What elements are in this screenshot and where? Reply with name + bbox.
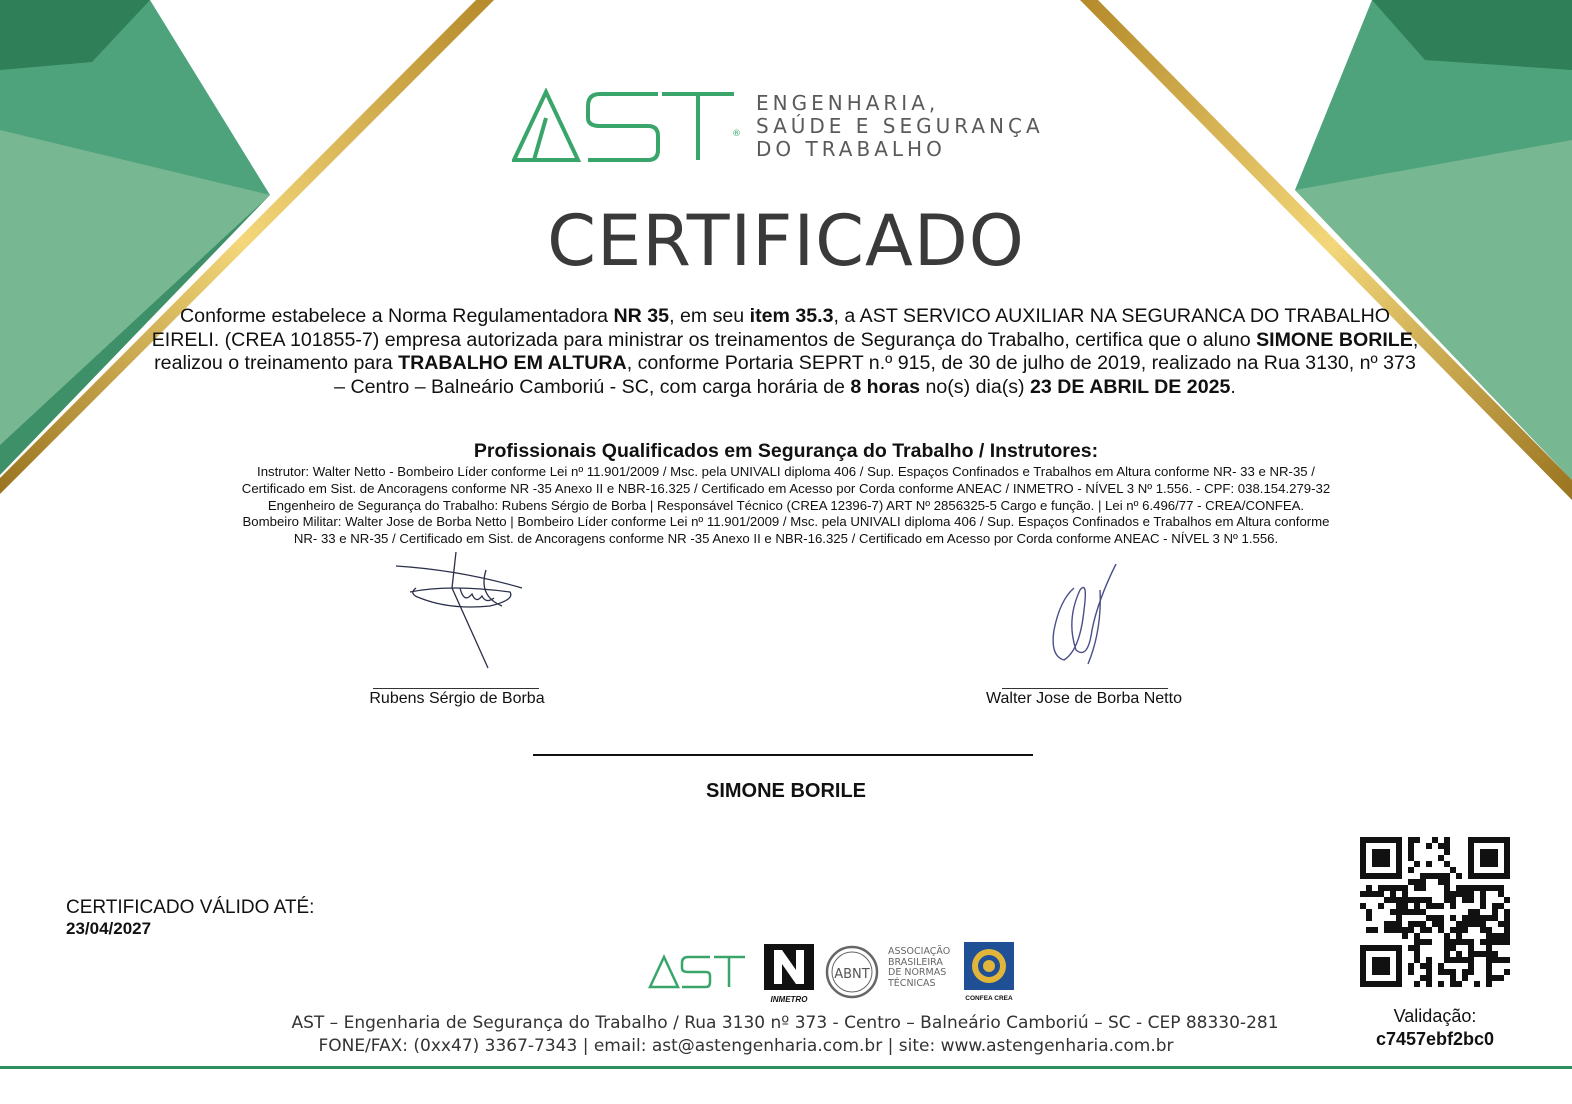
validation-label: Validação: <box>1393 1006 1477 1026</box>
ast-logo-mark <box>512 88 742 168</box>
signature-left <box>390 548 530 673</box>
confea-label: CONFEA CREA <box>965 995 1013 1002</box>
validation-code: c7457ebf2bc0 <box>1375 1029 1495 1049</box>
tagline-line-2: SAÚDE E SEGURANÇA <box>756 114 1044 138</box>
abnt-line: DE NORMAS <box>888 967 947 978</box>
tagline-line-3: DO TRABALHO <box>756 137 946 161</box>
body-text-1: Conforme estabelece a Norma Regulamentadora <box>180 305 614 327</box>
body-date: 23 DE ABRIL DE 2025 <box>1030 375 1231 398</box>
signature-left-line <box>373 688 539 689</box>
professionals-line: Bombeiro Militar: Walter Jose de Borba Netto | Bombeiro Líder conforme Lei nº 11.901/2009 / Msc. pela UNIVALI diploma 406 / Sup. Espaços Confinados e Trabalhos em Altura conforme <box>242 514 1330 530</box>
logo-tagline <box>756 92 1044 161</box>
footer-address: AST – Engenharia de Segurança do Trabalho / Rua 3130 nº 373 - Centro – Balneário Camboriú – SC - CEP 88330-281 <box>291 1013 1279 1033</box>
signature-left-name: Rubens Sérgio de Borba <box>369 690 545 707</box>
abnt-line: TÉCNICAS <box>888 977 936 989</box>
body-norm: NR 35 <box>613 305 670 327</box>
body-text-3: , a AST SERVICO AUXILIAR NA SEGURANCA DO TRABALHO EIRELI. (CREA 101855-7) empresa autorizada para ministrar os treinamentos de Segurança do Trabalho, certifica que o aluno <box>151 305 1390 351</box>
professionals-line: Engenheiro de Segurança do Trabalho: Rubens Sérgio de Borba | Responsável Técnico (CREA 12396-7) ART Nº 2856325-5 Cargo e função. | Lei nº 6.496/77 - CREA/CONFEA. <box>267 497 1305 513</box>
body-text-6: no(s) dia(s) <box>920 375 1031 398</box>
body-item: item 35.3 <box>749 305 834 327</box>
professionals-line: NR- 33 e NR-35 / Certificado em Sist. de Ancoragens conforme NR -35 Anexo II e NBR-16.325 / Certificado em Acesso por Corda conforme ANEAC - NÍVEL 3 Nº 1.556. <box>293 531 1279 547</box>
qr-code-graphic <box>1360 837 1510 987</box>
validation-qr-code[interactable] <box>1360 837 1510 987</box>
abnt-logo <box>824 944 880 1005</box>
student-name: SIMONE BORILE <box>705 780 866 802</box>
certificate-title: CERTIFICADO <box>547 200 1025 282</box>
professionals-line: Instrutor: Walter Netto - Bombeiro Líder conforme Lei nº 11.901/2009 / Msc. pela UNIVALI diploma 406 / Sup. Espaços Confinados e Trabalhos em Altura conforme NR- 33 e NR-35 / <box>257 464 1315 479</box>
signature-right-name: Walter Jose de Borba Netto <box>986 690 1182 707</box>
professionals-title: Profissionais Qualificados em Segurança do Trabalho / Instrutores: <box>473 440 1099 462</box>
validity-date: 23/04/2027 <box>66 919 152 938</box>
bottom-accent-bar <box>0 1066 1572 1069</box>
body-text-4: , realizou o treinamento para <box>154 328 1419 374</box>
abnt-mark: ABNT <box>834 967 870 982</box>
signature-right-line <box>1002 688 1168 689</box>
body-text-2: , em seu <box>669 305 750 327</box>
body-student: SIMONE BORILE <box>1256 328 1413 351</box>
body-text-5: , conforme Portaria SEPRT n.º 915, de 30 de julho de 2019, realizado na Rua 3130, nº 373 – Centro – Balneário Camboriú - SC, com carga horária de <box>334 352 1416 398</box>
body-training: TRABALHO EM ALTURA <box>398 352 627 374</box>
body-hours: 8 horas <box>850 375 921 398</box>
body-text-7: . <box>1230 375 1236 398</box>
inmetro-label: INMETRO <box>770 995 808 1004</box>
abnt-text <box>888 947 950 989</box>
confea-crea-logo <box>958 940 1020 1002</box>
footer-contact: FONE/FAX: (0xx47) 3367-7343 | email: ast@astengenharia.com.br | site: www.astengenharia.com.br <box>318 1036 1174 1056</box>
svg-text:®: ® <box>732 129 741 139</box>
professionals-line: Certificado em Sist. de Ancoragens conforme NR -35 Anexo II e NBR-16.325 / Certificado em Acesso por Corda conforme ANEAC / INMETRO - NÍVEL 3 Nº 1.556. - CPF: 038.154.279-32 <box>241 480 1331 496</box>
validity-label: CERTIFICADO VÁLIDO ATÉ: <box>66 897 315 918</box>
signature-right <box>1040 560 1130 670</box>
professionals-details <box>140 464 1432 548</box>
tagline-line-1: ENGENHARIA, <box>756 91 940 115</box>
inmetro-logo <box>762 942 816 1002</box>
partner-ast-logo <box>648 954 748 995</box>
certificate-body <box>150 305 1420 399</box>
abnt-line: ASSOCIAÇÃO <box>888 946 951 957</box>
abnt-line: BRASILEIRA <box>888 956 943 968</box>
student-signature-line <box>533 754 1033 756</box>
